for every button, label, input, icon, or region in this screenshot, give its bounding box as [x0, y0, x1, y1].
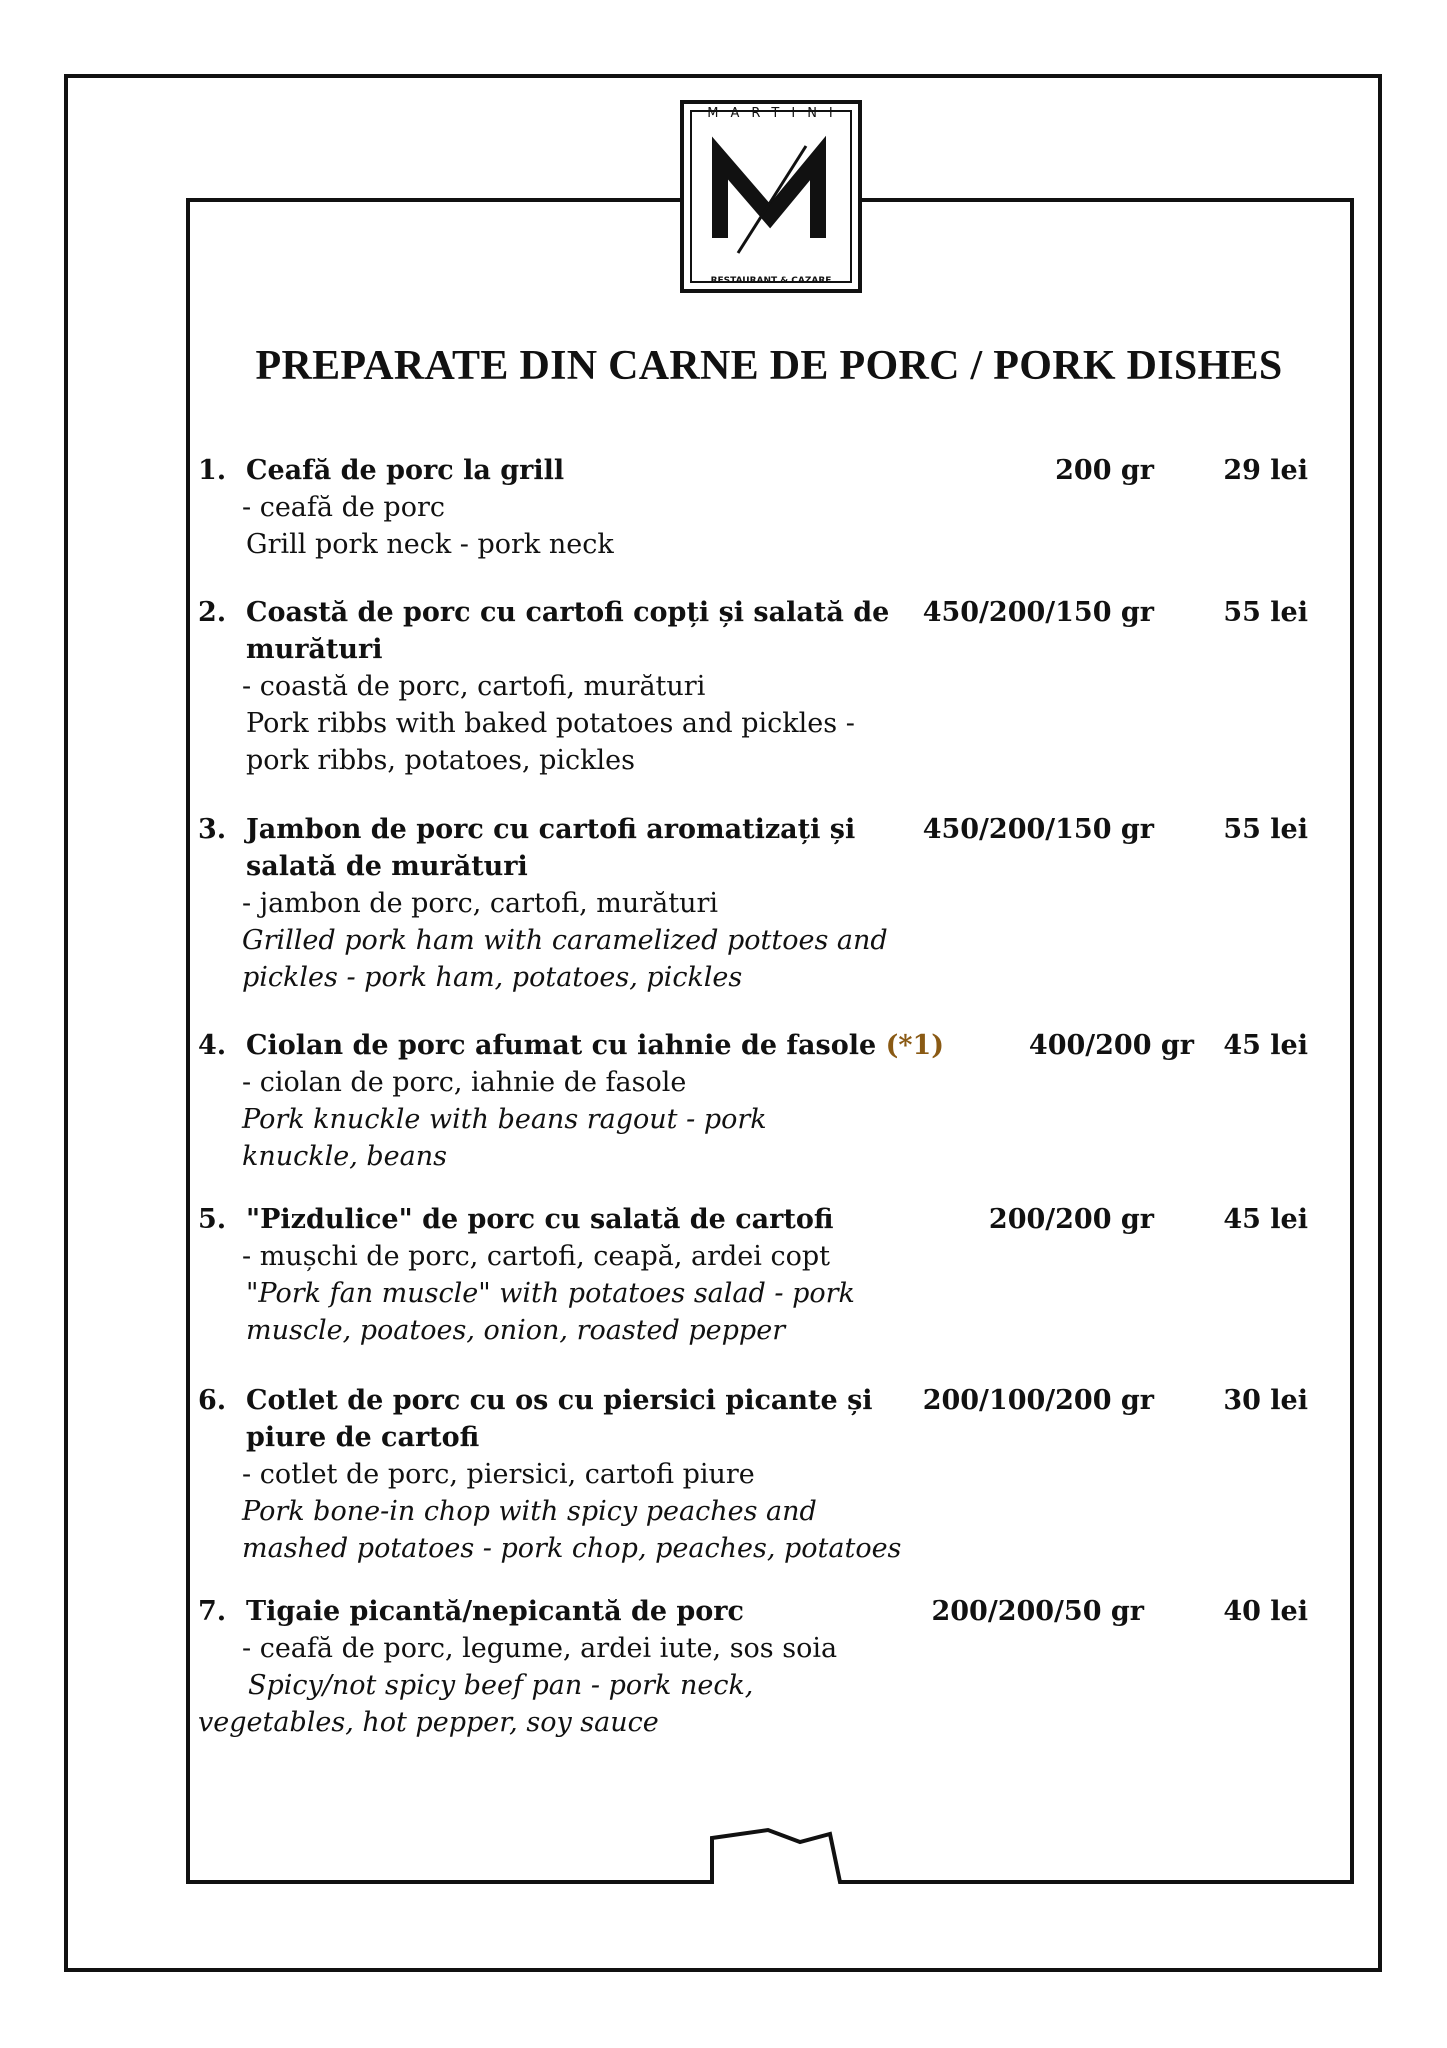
item-weight: 450/200/150 gr [922, 814, 1154, 845]
item-ingredients-ro: - ceafă de porc [242, 492, 445, 523]
item-name: Cotlet de porc cu os cu piersici picante și piure de cartofi [246, 1385, 873, 1453]
item-number: 2. [198, 597, 227, 628]
item-number: 1. [198, 455, 227, 486]
page-title: PREPARATE DIN CARNE DE PORC / PORK DISHES [255, 343, 1283, 389]
item-ingredients-ro: - jambon de porc, cartofi, murături [242, 888, 719, 919]
item-description-en: Pork knuckle with beans ragout - pork knuckle, beans [242, 1104, 767, 1172]
item-name: "Pizdulice" de porc cu salată de cartofi [246, 1204, 834, 1235]
item-ingredients-ro: - ceafă de porc, legume, ardei iute, sos soia [242, 1633, 838, 1664]
item-number: 3. [198, 814, 227, 845]
logo-brand-name: MARTINI [707, 106, 845, 121]
allergen-note: (*1) [885, 1030, 945, 1061]
item-price: 45 lei [1223, 1030, 1308, 1061]
item-weight: 200/200/50 gr [931, 1596, 1144, 1627]
item-price: 55 lei [1223, 597, 1308, 628]
item-name: Jambon de porc cu cartofi aromatizați și salată de murături [246, 814, 856, 882]
item-number: 6. [198, 1385, 227, 1416]
item-name [246, 1027, 946, 1064]
item-weight: 450/200/150 gr [922, 597, 1154, 628]
logo-monogram-icon [698, 128, 844, 268]
restaurant-logo [680, 100, 862, 293]
item-description-en: "Pork fan muscle" with potatoes salad - pork muscle, poatoes, onion, roasted pepper [246, 1278, 855, 1346]
item-number: 4. [198, 1030, 227, 1061]
item-weight: 200/200 gr [988, 1204, 1154, 1235]
item-description-en: Pork bone-in chop with spicy peaches and mashed potatoes - pork chop, peaches, potatoes [242, 1496, 902, 1564]
item-ingredients-ro: - ciolan de porc, iahnie de fasole [242, 1067, 687, 1098]
item-ingredients-ro: - cotlet de porc, piersici, cartofi piure [242, 1459, 755, 1490]
item-price: 55 lei [1223, 814, 1308, 845]
item-ingredients-ro: - mușchi de porc, cartofi, ceapă, ardei copt [242, 1241, 831, 1272]
item-number: 7. [198, 1596, 227, 1627]
item-price: 45 lei [1223, 1204, 1308, 1235]
item-ingredients-ro: - coastă de porc, cartofi, murături [242, 671, 706, 702]
item-description-en: Pork ribbs with baked potatoes and pickles - pork ribbs, potatoes, pickles [246, 708, 855, 776]
item-weight: 200 gr [1055, 455, 1154, 486]
item-description-en: Grilled pork ham with caramelized pottoes and pickles - pork ham, potatoes, pickles [242, 925, 888, 993]
item-description-en: Grill pork neck - pork neck [246, 529, 614, 560]
item-weight: 400/200 gr [1028, 1030, 1194, 1061]
item-name: Ceafă de porc la grill [246, 455, 565, 486]
item-name: Coastă de porc cu cartofi copți și salată de murături [246, 597, 890, 665]
item-price: 40 lei [1223, 1596, 1308, 1627]
logo-tagline: RESTAURANT & CAZARE [710, 276, 832, 286]
item-price: 29 lei [1223, 455, 1308, 486]
item-name: Tigaie picantă/nepicantă de porc [246, 1596, 744, 1627]
item-weight: 200/100/200 gr [922, 1385, 1154, 1416]
item-description-en: Spicy/not spicy beef pan - pork neck, vegetables, hot pepper, soy sauce [198, 1670, 754, 1738]
item-price: 30 lei [1223, 1385, 1308, 1416]
item-name-text: Ciolan de porc afumat cu iahnie de fasole [246, 1030, 877, 1061]
item-number: 5. [198, 1204, 227, 1235]
